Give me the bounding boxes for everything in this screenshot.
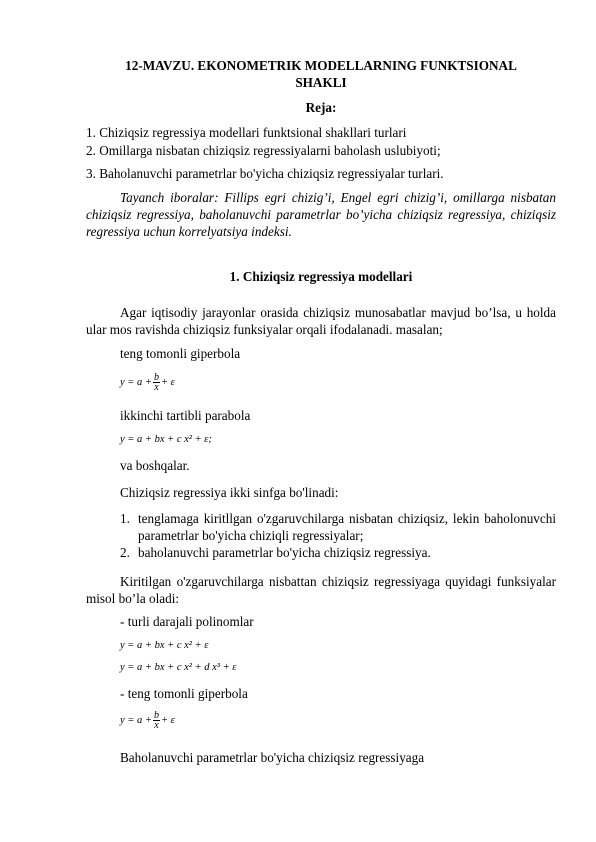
last-line: Baholanuvchi parametrlar bo'yicha chiziqsiz regressiyaga bbox=[120, 750, 425, 765]
section-1-title: 1. Chiziqsiz regressiya modellari bbox=[229, 269, 413, 284]
classes-intro: Chiziqsiz regressiya ikki sinfga bo'linadi: bbox=[120, 485, 339, 500]
keywords-paragraph: Tayanch iboralar: Fillips egri chizig’i, Engel egri chizig’i, omillarga nisbatan chiziqsiz regressiya, baholanuvchi parametrlar bo’yicha chiziqsiz regressiya, chiziqsiz regressiya uchun korrelyatsiya indeksi. bbox=[86, 190, 556, 239]
plan-item-1: 1. Chiziqsiz regressiya modellari funktsional shakllari turlari bbox=[86, 125, 407, 140]
plan-heading: Reja: bbox=[305, 100, 337, 115]
formula-parabola: y = a + bx + c x² + ε; bbox=[120, 434, 212, 445]
formula-hyperbola-2: y = a + $\frac{b}{x}$ + ε bbox=[120, 710, 175, 731]
classes-list bbox=[120, 510, 556, 561]
formula-polynomial-3: y = a + bx + c x² + d x³ + ε bbox=[120, 662, 237, 673]
others-line: va boshqalar. bbox=[120, 458, 190, 473]
polynomials-label: - turli darajali polinomlar bbox=[120, 614, 254, 629]
document-title: 12-MAVZU. EKONOMETRIK MODELLARNING FUNKTSIONAL SHAKLI bbox=[125, 58, 517, 90]
formula-polynomial-2: y = a + bx + c x² + ε bbox=[120, 640, 209, 651]
formula-hyperbola: y = a + $\frac{b}{x}$ + ε bbox=[120, 372, 175, 393]
list-item: 2. baholanuvchi parametrlar bo'yicha chiziqsiz regressiya. bbox=[120, 545, 431, 560]
plan-item-3: 3. Baholanuvchi parametrlar bo'yicha chiziqsiz regressiyalar turlari. bbox=[86, 166, 444, 181]
paragraph-1: Agar iqtisodiy jarayonlar orasida chiziqsiz munosabatlar mavjud bo’lsa, u holda ular mos ravishda chiziqsiz funksiyalar orqali ifodalanadi. masalan; bbox=[86, 305, 556, 337]
paragraph-2: Kiritilgan o'zgaruvchilarga nisbattan chiziqsiz regressiyaga quyidagi funksiyalar misol bo’la oladi: bbox=[86, 574, 556, 606]
list-item: 1. tenglamaga kiritllgan o'zgaruvchilarga nisbatan chiziqsiz, lekin baholonuvchi parametrlar bo'yicha chiziqli regressiyalar; bbox=[120, 511, 556, 543]
hyperbola-label: teng tomonli giperbola bbox=[120, 346, 241, 361]
plan-item-2: 2. Omillarga nisbatan chiziqsiz regressiyalarni baholash uslubiyoti; bbox=[86, 143, 441, 158]
parabola-label: ikkinchi tartibli parabola bbox=[120, 408, 251, 423]
hyperbola-label-2: - teng tomonli giperbola bbox=[120, 686, 248, 701]
